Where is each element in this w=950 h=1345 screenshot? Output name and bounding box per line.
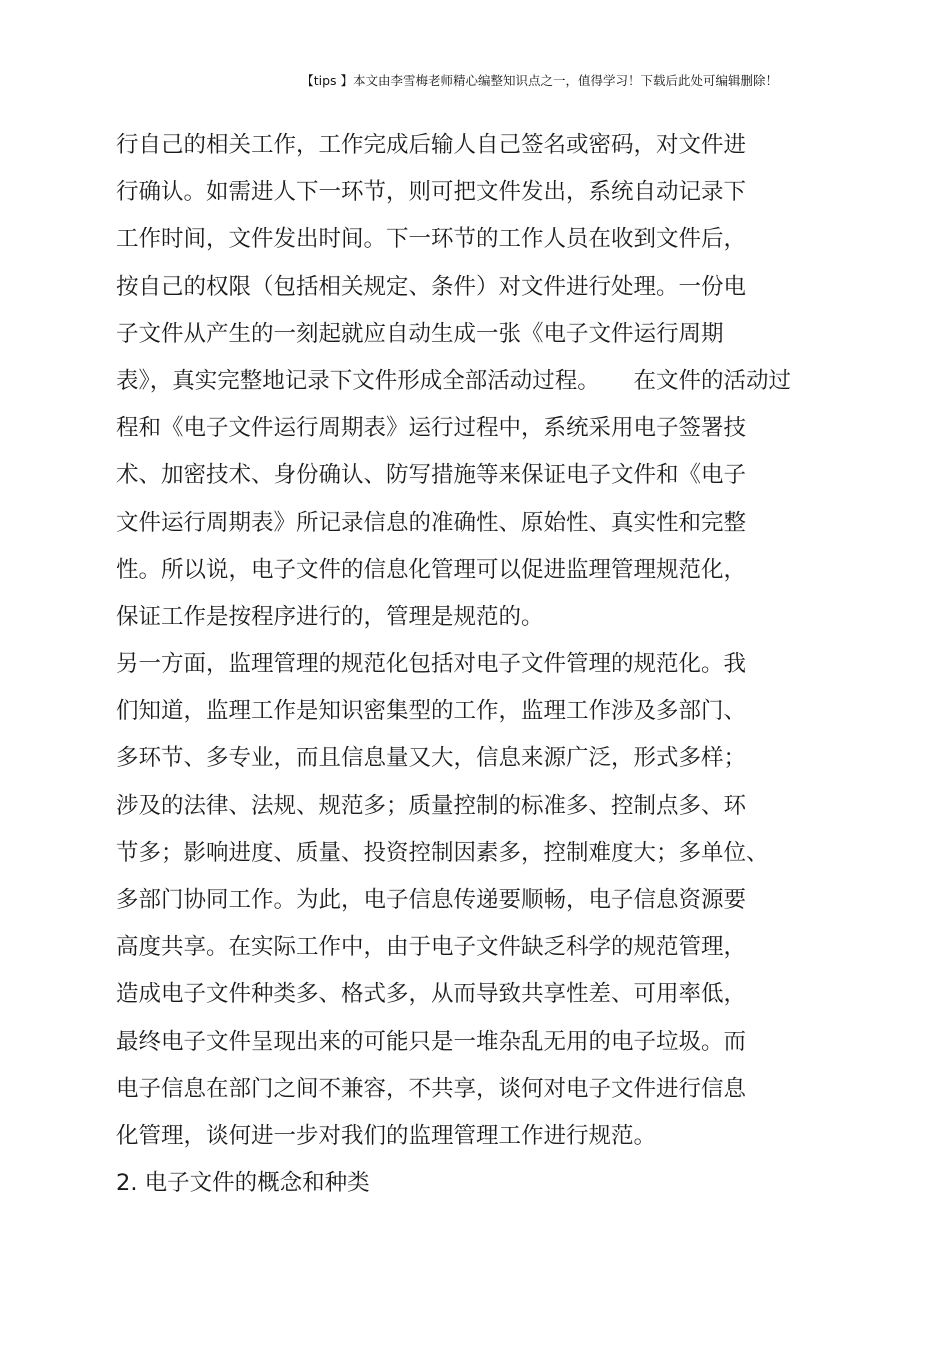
body-line: 行确认。如需进人下一环节，则可把文件发出，系统自动记录下 xyxy=(116,179,747,206)
header-tips: 【tips 】本文由李雪梅老师精心编整知识点之一，值得学习！下载后此处可编辑删除！ xyxy=(301,73,778,88)
body-line: 按自己的权限（包括相关规定、条件）对文件进行处理。一份电 xyxy=(116,273,747,300)
body-line: 电子信息在部门之间不兼容，不共享，谈何对电子文件进行信息 xyxy=(116,1075,747,1102)
body-line: 子文件从产生的一刻起就应自动生成一张《电子文件运行周期 xyxy=(116,320,724,347)
body-line: 术、加密技术、身份确认、防写措施等来保证电子文件和《电子 xyxy=(116,462,747,489)
body-line: 多部门协同工作。为此，电子信息传递要顺畅，电子信息资源要 xyxy=(116,887,747,913)
body-line: 程和《电子文件运行周期表》运行过程中，系统采用电子签署技 xyxy=(116,415,747,442)
body-line: 最终电子文件呈现出来的可能只是一堆杂乱无用的电子垃圾。而 xyxy=(116,1028,747,1055)
document-body xyxy=(116,122,836,1207)
body-line: 性。所以说，电子文件的信息化管理可以促进监理管理规范化， xyxy=(116,556,747,583)
body-line: 高度共享。在实际工作中，由于电子文件缺乏科学的规范管理， xyxy=(116,934,747,961)
body-line: 工作时间，文件发出时间。下一环节的工作人员在收到文件后， xyxy=(116,226,747,253)
body-line: 行自己的相关工作，工作完成后输人自己签名或密码，对文件进 xyxy=(116,132,747,158)
body-line: 们知道，监理工作是知识密集型的工作，监理工作涉及多部门、 xyxy=(116,698,747,725)
body-line: 多环节、多专业，而且信息量又大，信息来源广泛，形式多样； xyxy=(116,745,747,772)
section-heading: 2. 电子文件的概念和种类 xyxy=(116,1170,370,1197)
body-line: 节多；影响进度、质量、投资控制因素多，控制难度大；多单位、 xyxy=(116,839,769,866)
body-line: 造成电子文件种类多、格式多，从而导致共享性差、可用率低， xyxy=(116,981,747,1008)
body-line: 化管理，谈何进一步对我们的监理管理工作进行规范。 xyxy=(116,1122,657,1149)
body-line: 涉及的法律、法规、规范多；质量控制的标准多、控制点多、环 xyxy=(116,792,747,819)
body-line: 表》，真实完整地记录下文件形成全部活动过程。 在文件的活动过 xyxy=(116,367,792,394)
body-line: 另一方面，监理管理的规范化包括对电子文件管理的规范化。我 xyxy=(116,651,747,678)
body-line: 文件运行周期表》所记录信息的准确性、原始性、真实性和完整 xyxy=(116,509,747,536)
body-line: 保证工作是按程序进行的，管理是规范的。 xyxy=(116,603,544,630)
